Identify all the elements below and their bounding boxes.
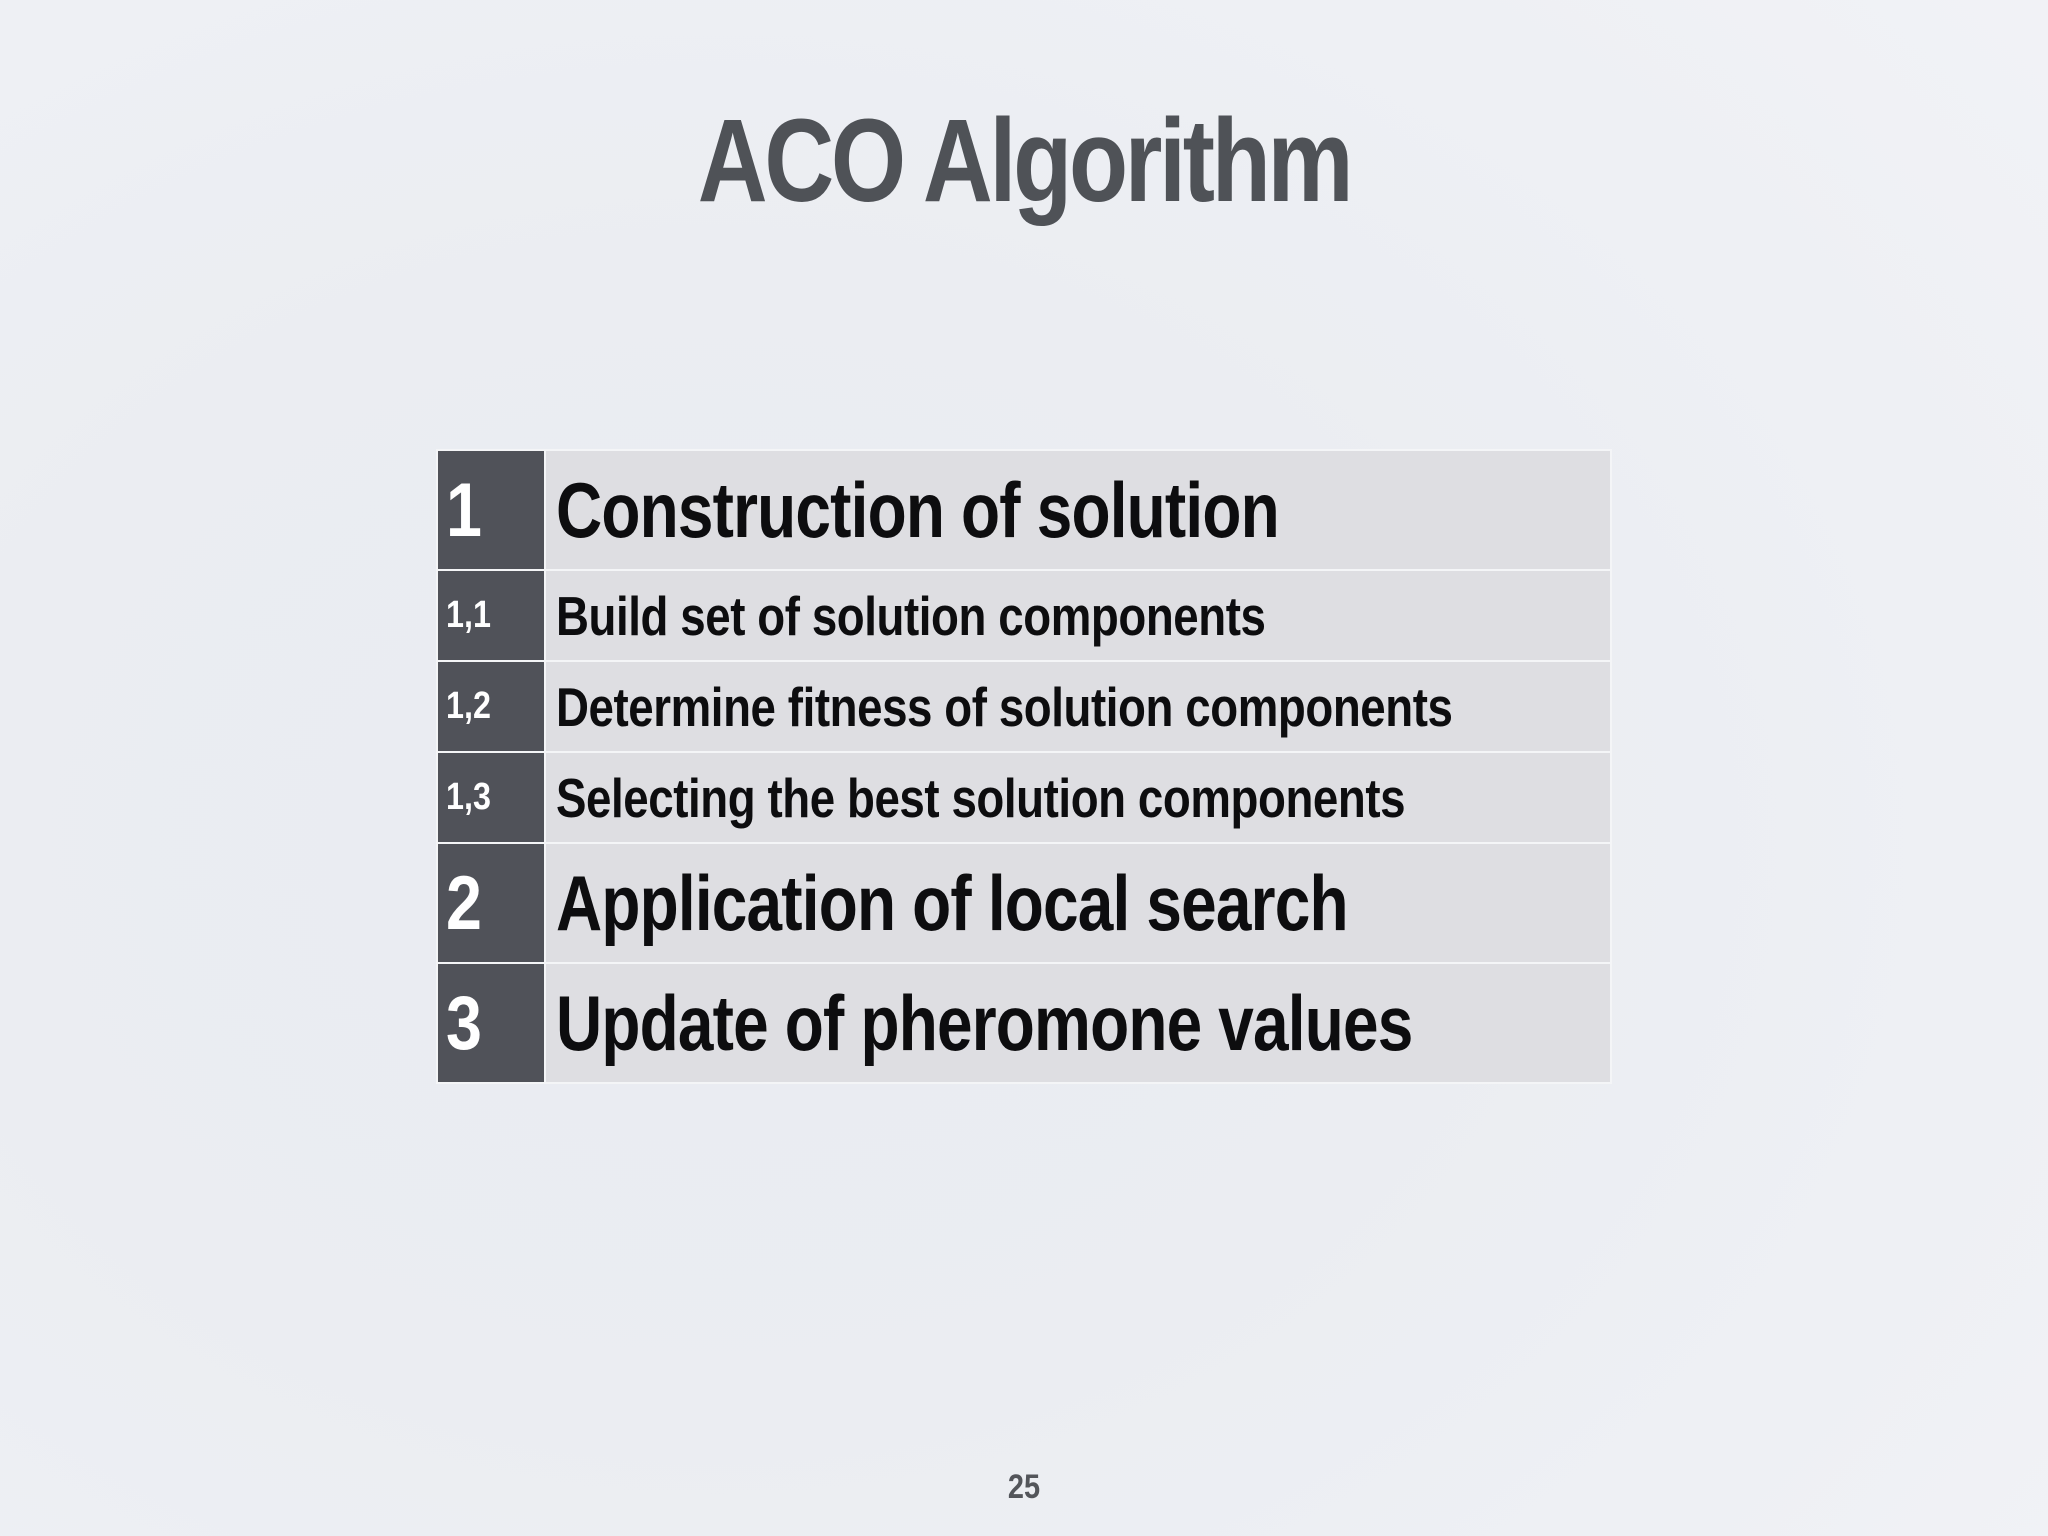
step-row: [437, 752, 1611, 843]
step-label: Selecting the best solution components: [556, 766, 1406, 829]
step-row: [437, 661, 1611, 752]
step-label-cell: [545, 752, 1611, 843]
step-label: Build set of solution components: [556, 584, 1266, 647]
page-number: 25: [1007, 1468, 1041, 1506]
step-number-cell: [437, 661, 545, 752]
step-number-cell: [437, 450, 545, 570]
step-number: 1,3: [446, 776, 491, 818]
step-number: 1,2: [446, 685, 491, 727]
step-number: 1,1: [446, 594, 491, 636]
step-number-cell: [437, 963, 545, 1083]
step-label-cell: [545, 661, 1611, 752]
step-number-cell: [437, 752, 545, 843]
step-row: [437, 843, 1611, 963]
step-number-cell: [437, 843, 545, 963]
step-row: [437, 963, 1611, 1083]
step-number: 2: [446, 860, 482, 946]
step-number-cell: [437, 570, 545, 661]
step-label-cell: [545, 450, 1611, 570]
step-label: Construction of solution: [556, 465, 1279, 554]
step-row: [437, 450, 1611, 570]
step-label-cell: [545, 570, 1611, 661]
step-label-cell: [545, 963, 1611, 1083]
step-label: Determine fitness of solution components: [556, 675, 1453, 738]
step-label: Update of pheromone values: [556, 978, 1413, 1067]
step-label: Application of local search: [556, 858, 1348, 947]
algorithm-steps-table: [436, 449, 1612, 1084]
step-row: [437, 570, 1611, 661]
step-number: 1: [446, 467, 482, 553]
slide-title: ACO Algorithm: [697, 95, 1351, 227]
step-label-cell: [545, 843, 1611, 963]
step-number: 3: [446, 980, 482, 1066]
